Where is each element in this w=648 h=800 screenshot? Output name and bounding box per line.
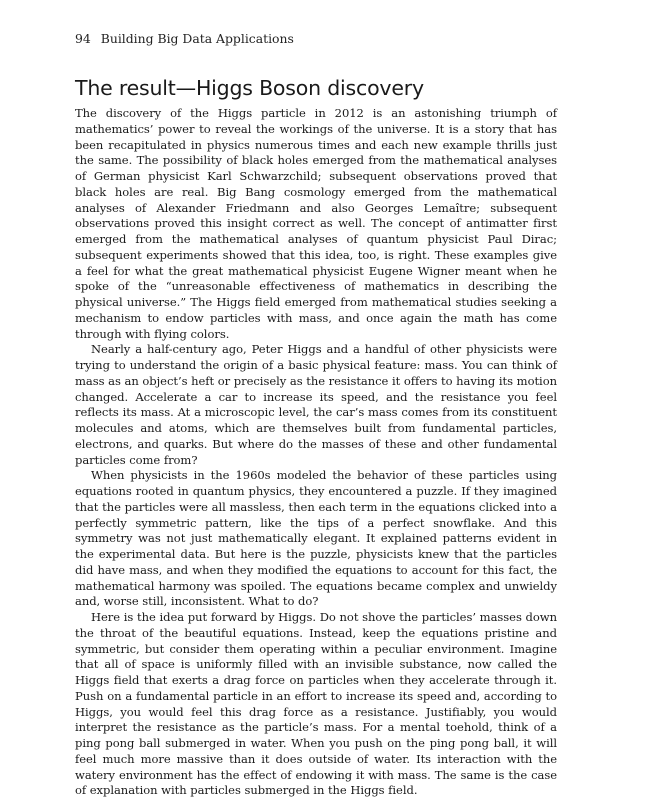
paragraph-3: When physicists in the 1960s modeled the behavior of these particles using equations rooted in quantum physics, they encountered a puzzle. If they imagined that the particles were all massless, then each term in the equations clicked into a perfectly symmetric pattern, like the tips of a perfect snowflake. And this symmetry was not just mathematically elegant. It explained patterns evident in the experimental data. But here is the puzzle, physicists knew that the particles did have mass, and when they modified the equations to account for this fact, the mathematical harmony was spoiled. The equations became complex and unwieldy and, worse still, inconsistent. What to do? [75,468,557,609]
body-text [75,106,557,799]
section-title: The result—Higgs Boson discovery [75,76,424,100]
paragraph-4: Here is the idea put forward by Higgs. Do not shove the particles’ masses down the throat of the beautiful equations. Instead, keep the equations pristine and symmetric, but consider them operating within a peculiar environment. Imagine that all of space is uniformly filled with an invisible substance, now called the Higgs field that exerts a drag force on particles when they accelerate through it. Push on a fundamental particle in an effort to increase its speed and, according to Higgs, you would feel this drag force as a resistance. Justifiably, you would interpret the resistance as the particle’s mass. For a mental toehold, think of a ping pong ball submerged in water. When you push on the ping pong ball, it will feel much more massive than it does outside of water. Its interaction with the watery environment has the effect of endowing it with mass. The same is the case of explanation with particles submerged in the Higgs field. [75,610,557,798]
paragraph-2: Nearly a half-century ago, Peter Higgs and a handful of other physicists were trying to understand the origin of a basic physical feature: mass. You can think of mass as an object’s heft or precisely as the resistance it offers to having its motion changed. Accelerate a car to increase its speed, and the resistance you feel reflects its mass. At a microscopic level, the car’s mass comes from its constituent molecules and atoms, which are themselves built from fundamental particles, electrons, and quarks. But where do the masses of these and other fundamental particles come from? [75,342,557,467]
paragraph-1: The discovery of the Higgs particle in 2012 is an astonishing triumph of mathematics’ power to reveal the workings of the universe. It is a story that has been recapitulated in physics numerous times and each new example thrills just the same. The possibility of black holes emerged from the mathematical analyses of German physicist Karl Schwarzchild; subsequent observations proved that black holes are real. Big Bang cosmology emerged from the mathematical analyses of Alexander Friedmann and also Georges Lemaître; subsequent observations proved this insight correct as well. The concept of antimatter first emerged from the mathematical analyses of quantum physicist Paul Dirac; subsequent experiments showed that this idea, too, is right. These examples give a feel for what the great mathematical physicist Eugene Wigner meant when he spoke of the “unreasonable effectiveness of mathematics in describing the physical universe.” The Higgs field emerged from mathematical studies seeking a mechanism to endow particles with mass, and once again the math has come through with flying colors. [75,106,557,341]
book-title: Building Big Data Applications [100,31,294,46]
page-number: 94 [75,31,91,46]
running-header [75,31,294,46]
